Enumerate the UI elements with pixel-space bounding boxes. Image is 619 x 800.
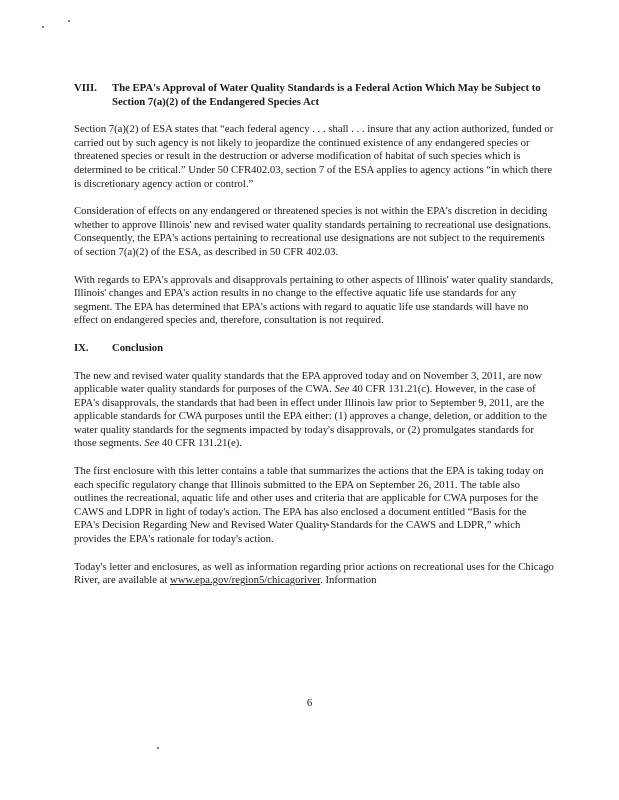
text-run: 40 CFR 131.21(e). bbox=[159, 437, 243, 450]
section-9-paragraph-2: The first enclosure with this letter contains a table that summarizes the actions that the EPA is taking today on each specific regulatory change that Illinois submitted to the EPA on September 26, 2011. The table also outlines the recreational, aquatic life and other uses and criteria that are applicable for CWA purposes for the CAWS and LDPR in light of today's action. The EPA has also enclosed a document entitled “Basis for the EPA's Decision Regarding New and Revised Water Quality Standards for the CAWS and LDPR,” which provides the EPA's rationale for today's action. bbox=[74, 465, 544, 546]
section-9-paragraph-3 bbox=[74, 561, 554, 588]
chicago-river-link[interactable]: www.epa.gov/region5/chicagoriver bbox=[170, 574, 321, 587]
section-8-title: The EPA's Approval of Water Quality Standards is a Federal Action Which May be Subject to Section 7(a)(2) of the Endangered Species Act bbox=[112, 82, 541, 108]
scan-speck bbox=[68, 20, 70, 22]
document-body bbox=[74, 82, 554, 602]
section-8-paragraph-1: Section 7(a)(2) of ESA states that “each federal agency . . . shall . . . insure that any action authorized, funded or carried out by such agency is not likely to jeopardize the continued existence of any endangered species or threatened species or result in the destruction or adverse modification of habitat of such species which is determined to be critical.” Under 50 CFR402.03, section 7 of the ESA applies to agency actions “in which there is discretionary agency action or control.” bbox=[74, 123, 554, 190]
section-8-paragraph-3: With regards to EPA's approvals and disapprovals pertaining to other aspects of Illinois' water quality standards, Illinois' changes and EPA's action results in no change to the effective aquatic life use standards for any segment. The EPA has determined that EPA's actions with regard to aquatic life use standards will have no effect on endangered species and, therefore, consultation is not required. bbox=[74, 273, 554, 327]
section-9-paragraph-1 bbox=[74, 370, 554, 452]
text-run: . Information bbox=[320, 574, 377, 587]
scan-speck bbox=[157, 747, 159, 749]
text-run: Today's letter and enclosures, as well as information regarding prior actions on recreational uses for the Chicago River, are available at bbox=[74, 560, 554, 587]
section-8-paragraph-2: Consideration of effects on any endangered or threatened species is not within the EPA's discretion in deciding whether to approve Illinois' new and revised water quality standards pertaining to recreational use designations. Consequently, the EPA's actions pertaining to recreational use designations are not subject to the requirements of section 7(a)(2) of the ESA, as described in 50 CFR 402.03. bbox=[74, 205, 552, 258]
citation-see: See bbox=[334, 383, 350, 396]
page-number: 6 bbox=[306, 697, 313, 709]
text-run: 40 CFR 131.21(c). However, in the case of EPA's disapprovals, the standards that had been in effect under Illinois law prior to September 9, 2011, are the applicable standards for CWA purposes until the EPA either: (1) approves a change, deletion, or addition to the water quality standards for the segments impacted by today's disapprovals, or (2) promulgates standards for those segments. bbox=[74, 383, 548, 450]
section-9-title: Conclusion bbox=[112, 341, 164, 354]
text-run: The new and revised water quality standards that the EPA approved today and on November 3, 2011, are now applicable water quality standards for purposes of the CWA. bbox=[74, 369, 543, 396]
citation-see: See bbox=[144, 437, 160, 450]
section-9-number: IX. bbox=[74, 341, 89, 354]
scan-speck bbox=[42, 26, 44, 28]
section-8-heading bbox=[74, 82, 554, 109]
section-9-heading bbox=[74, 342, 554, 356]
section-8-number: VIII. bbox=[74, 82, 97, 94]
